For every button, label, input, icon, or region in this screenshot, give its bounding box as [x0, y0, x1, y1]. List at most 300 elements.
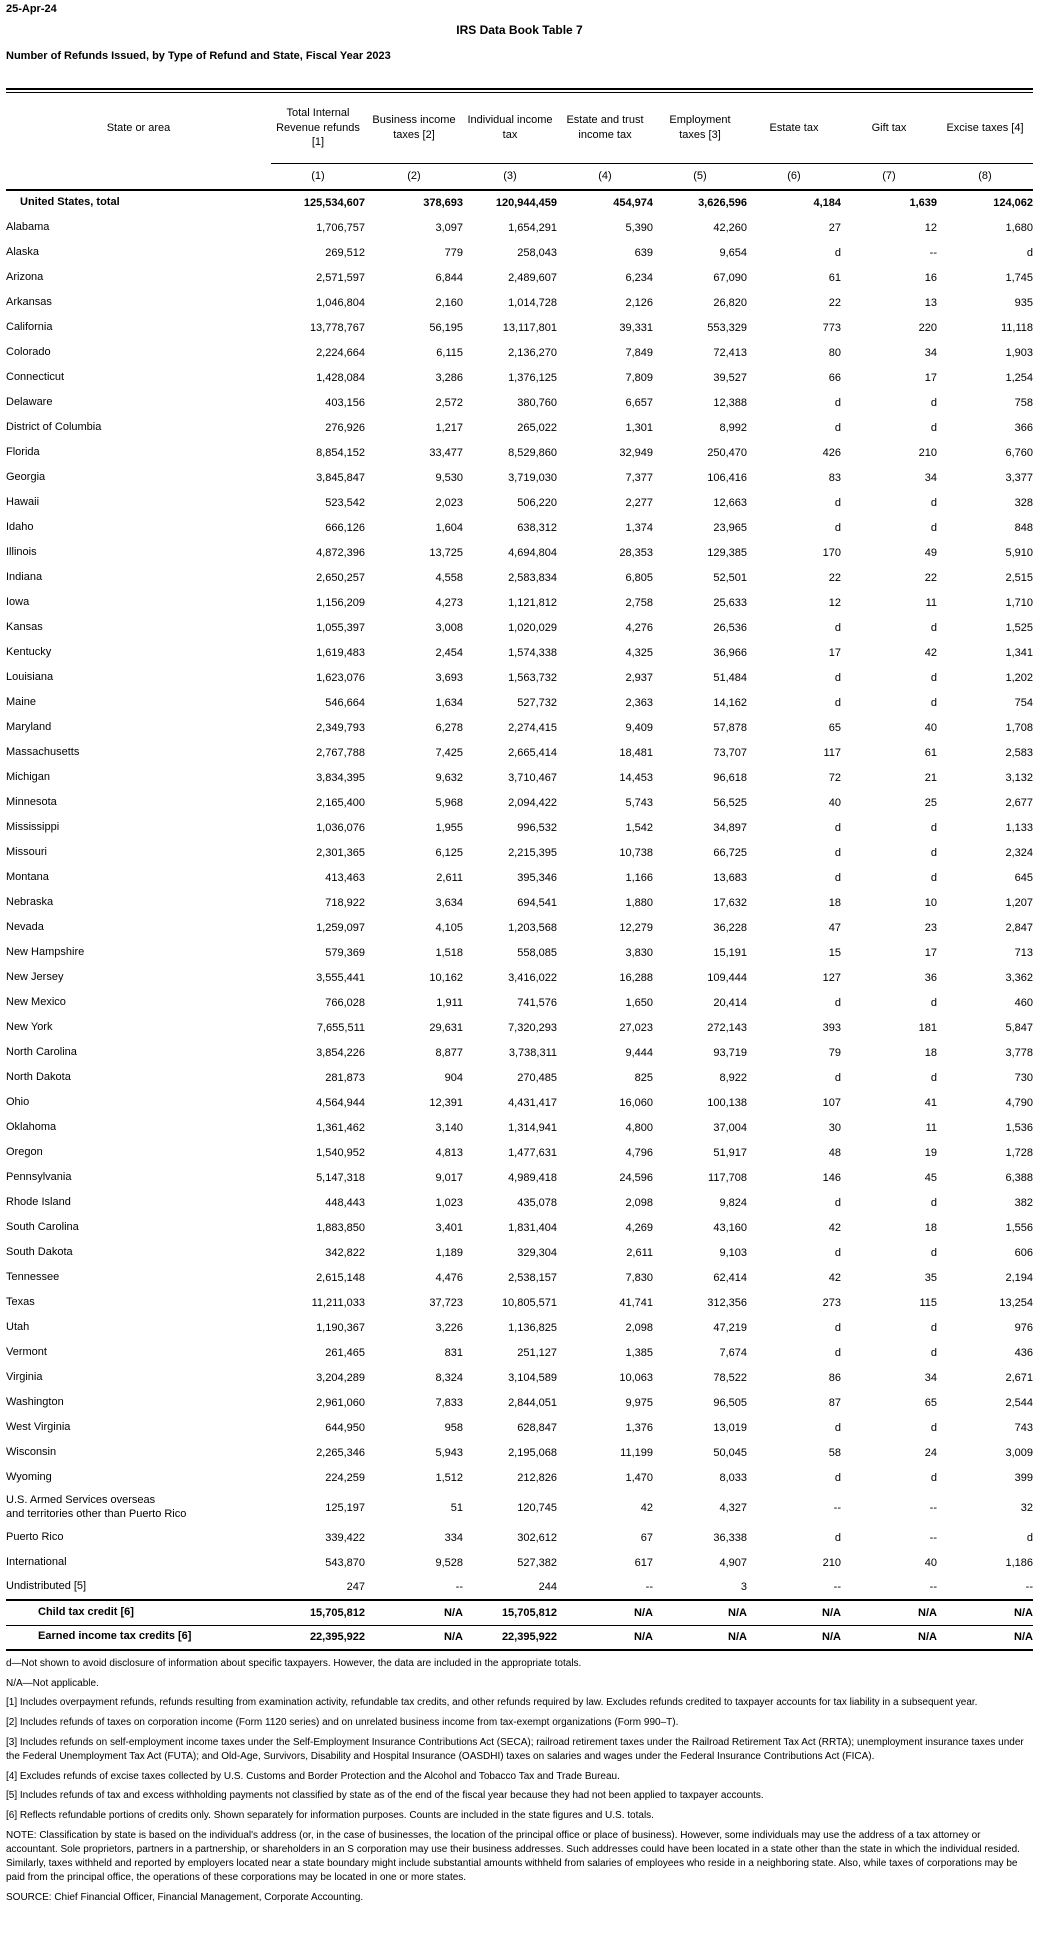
value-cell: 2,301,365: [316, 846, 365, 859]
value-cell: N/A: [653, 1625, 747, 1650]
value-cell: 2,023: [435, 496, 463, 509]
value-cell: 1,202: [1005, 671, 1033, 684]
column-number: (4): [557, 163, 653, 190]
value-cell: 454,974: [613, 197, 653, 209]
value-cell: 628,847: [517, 1421, 557, 1434]
value-cell: 210: [918, 446, 937, 459]
value-cell: 1,217: [435, 421, 463, 434]
value-cell: 1,883,850: [316, 1221, 365, 1234]
value-cell: 30: [828, 1121, 841, 1134]
value-cell: d: [834, 1071, 841, 1084]
state-label: Mississippi: [6, 820, 60, 833]
table-row: [6, 965, 1033, 990]
value-cell: 2,126: [625, 296, 653, 309]
value-cell: 403,156: [325, 396, 365, 409]
value-cell: 106,416: [707, 471, 747, 484]
value-cell: 7,425: [435, 746, 463, 759]
value-cell: 22,395,922: [463, 1625, 557, 1650]
value-cell: 13,683: [713, 871, 747, 884]
value-cell: 41: [924, 1096, 937, 1109]
value-cell: 3,104,589: [508, 1371, 557, 1384]
state-label: Colorado: [6, 345, 51, 358]
value-cell: 743: [1014, 1421, 1033, 1434]
footnote: [5] Includes refunds of tax and excess withholding payments not classified by state as of the end of the fiscal year because they had not been applied to taxpayer accounts.: [6, 1790, 764, 1802]
value-cell: 645: [1014, 871, 1033, 884]
value-cell: 6,115: [436, 346, 463, 359]
value-cell: 3,286: [435, 371, 463, 384]
value-cell: N/A: [365, 1600, 463, 1625]
value-cell: 4,694,804: [508, 546, 557, 559]
value-cell: d: [930, 621, 937, 634]
value-cell: 527,732: [517, 696, 557, 709]
table-row: [6, 315, 1033, 340]
value-cell: 7,830: [625, 1271, 653, 1284]
value-cell: 62,414: [713, 1271, 747, 1284]
table-row: [6, 990, 1033, 1015]
value-cell: 17: [924, 371, 937, 384]
table-row: [6, 1465, 1033, 1490]
value-cell: 382: [1014, 1196, 1033, 1209]
value-cell: 83: [828, 471, 841, 484]
value-cell: 3: [740, 1581, 747, 1593]
value-cell: 1,728: [1005, 1146, 1033, 1159]
value-cell: 36: [924, 971, 937, 984]
value-cell: 644,950: [325, 1421, 365, 1434]
value-cell: 45: [924, 1171, 937, 1184]
value-cell: 11: [925, 1121, 937, 1134]
value-cell: 40: [828, 796, 841, 809]
value-cell: d: [834, 246, 841, 259]
table-row: [6, 740, 1033, 765]
state-label: Alaska: [6, 245, 40, 258]
value-cell: d: [1026, 1531, 1033, 1544]
value-cell: 2,677: [1005, 796, 1033, 809]
value-cell: 35: [924, 1271, 937, 1284]
table-row: [6, 1215, 1033, 1240]
value-cell: 8,877: [435, 1046, 463, 1059]
value-cell: 15,191: [713, 946, 747, 959]
value-cell: 766,028: [325, 996, 365, 1009]
value-cell: 2,544: [1005, 1396, 1033, 1409]
value-cell: 10,738: [619, 846, 653, 859]
value-cell: 553,329: [707, 321, 747, 334]
table-row: [6, 890, 1033, 915]
table-row: [6, 1440, 1033, 1465]
value-cell: 1,518: [435, 946, 463, 959]
value-cell: d: [930, 1246, 937, 1259]
value-cell: 40: [924, 1556, 937, 1569]
value-cell: d: [930, 846, 937, 859]
state-label: Undistributed [5]: [6, 1580, 87, 1593]
value-cell: 2,583: [1005, 746, 1033, 759]
footnote: [2] Includes refunds of taxes on corporation income (Form 1120 series) and on unrelated business income from tax-exempt organizations (Form 990–T).: [6, 1717, 679, 1729]
value-cell: --: [929, 1501, 937, 1514]
table-row: [6, 565, 1033, 590]
table-row: [6, 615, 1033, 640]
value-cell: 1,911: [436, 996, 463, 1009]
value-cell: 170: [822, 546, 841, 559]
value-cell: 558,085: [517, 946, 557, 959]
value-cell: 9,103: [719, 1246, 747, 1259]
table-header: [6, 93, 1033, 190]
state-label: Oregon: [6, 1145, 43, 1158]
value-cell: 5,390: [625, 221, 653, 234]
table-row: [6, 215, 1033, 240]
state-label: District of Columbia: [6, 420, 102, 433]
report-date: 25-Apr-24: [6, 3, 57, 15]
value-cell: 117: [823, 746, 841, 759]
table-row: [6, 390, 1033, 415]
value-cell: 2,195,068: [508, 1446, 557, 1459]
value-cell: 1,259,097: [316, 921, 365, 934]
value-cell: 269,512: [325, 246, 365, 259]
value-cell: 4,790: [1005, 1096, 1033, 1109]
table-row: [6, 265, 1033, 290]
value-cell: d: [1026, 246, 1033, 259]
state-label: Kentucky: [6, 645, 52, 658]
table-row: [6, 1415, 1033, 1440]
value-cell: 694,541: [517, 896, 557, 909]
value-cell: 1,604: [435, 521, 463, 534]
value-cell: 50,045: [713, 1446, 747, 1459]
value-cell: 18: [924, 1221, 937, 1234]
value-cell: 11,199: [620, 1446, 653, 1459]
state-label: Minnesota: [6, 795, 57, 808]
table-body: [6, 190, 1033, 1600]
value-cell: d: [834, 1471, 841, 1484]
value-cell: 72,413: [713, 346, 747, 359]
value-cell: 1,020,029: [508, 621, 557, 634]
value-cell: 958: [444, 1421, 463, 1434]
footnote: [3] Includes refunds on self-employment income taxes under the Self-Employment Insurance Contributions Act (SECA); railroad retirement taxes under the Railroad Retirement Tax Act (RRTA); unemployment insurance taxes under the Federal Unemployment Tax Act (FUTA); and Old-Age, Survivors, Disability and Hospital Insurance (OASDHI) taxes on salaries and wages under the Federal Insurance Contributions Act (FICA).: [6, 1736, 1024, 1762]
value-cell: 13,117,801: [502, 321, 557, 334]
value-cell: 12: [828, 596, 841, 609]
value-cell: 1,708: [1005, 721, 1033, 734]
value-cell: N/A: [747, 1600, 841, 1625]
value-cell: 27: [828, 221, 841, 234]
value-cell: 3,634: [435, 896, 463, 909]
value-cell: 23,965: [713, 521, 747, 534]
state-label: Indiana: [6, 570, 43, 583]
value-cell: 7,674: [719, 1346, 747, 1359]
value-cell: 273: [822, 1296, 841, 1309]
value-cell: 1,556: [1005, 1221, 1033, 1234]
value-cell: 3,377: [1005, 471, 1033, 484]
column-header: Estate and trust income tax: [557, 93, 653, 163]
value-cell: 29,631: [429, 1021, 463, 1034]
value-cell: 24: [924, 1446, 937, 1459]
value-cell: 4,907: [719, 1556, 747, 1569]
value-cell: 32: [1020, 1501, 1033, 1514]
value-cell: 1,254: [1005, 371, 1033, 384]
table-row: [6, 1015, 1033, 1040]
value-cell: 18: [828, 896, 841, 909]
value-cell: 1,512: [435, 1471, 463, 1484]
value-cell: 42: [924, 646, 937, 659]
value-cell: N/A: [557, 1600, 653, 1625]
value-cell: 265,022: [517, 421, 557, 434]
value-cell: 34: [924, 1371, 937, 1384]
value-cell: 976: [1014, 1321, 1033, 1334]
value-cell: 79: [828, 1046, 841, 1059]
state-label: Louisiana: [6, 670, 54, 683]
column-header: Excise taxes [4]: [937, 93, 1033, 163]
value-cell: 730: [1014, 1071, 1033, 1084]
value-cell: 1,203,568: [508, 921, 557, 934]
value-cell: 11,118: [1000, 321, 1033, 334]
value-cell: 3,132: [1005, 771, 1033, 784]
value-cell: 1,680: [1005, 221, 1033, 234]
value-cell: 17: [924, 946, 937, 959]
value-cell: 8,992: [719, 421, 747, 434]
value-cell: 9,409: [625, 721, 653, 734]
value-cell: 399: [1014, 1471, 1033, 1484]
value-cell: 4,269: [625, 1221, 653, 1234]
value-cell: 42,260: [713, 221, 747, 234]
state-label: Idaho: [6, 520, 34, 533]
value-cell: 3,008: [435, 621, 463, 634]
value-cell: 1,190,367: [316, 1321, 365, 1334]
value-cell: d: [930, 1321, 937, 1334]
value-cell: d: [930, 696, 937, 709]
value-cell: d: [834, 396, 841, 409]
value-cell: d: [834, 1421, 841, 1434]
value-cell: d: [930, 1471, 937, 1484]
value-cell: 34: [924, 346, 937, 359]
value-cell: 73,707: [713, 746, 747, 759]
value-cell: N/A: [937, 1625, 1033, 1650]
value-cell: 378,693: [423, 197, 463, 209]
value-cell: 43,160: [713, 1221, 747, 1234]
value-cell: 1,055,397: [316, 621, 365, 634]
value-cell: 546,664: [325, 696, 365, 709]
value-cell: 1,710: [1005, 596, 1033, 609]
value-cell: 617: [634, 1556, 653, 1569]
value-cell: 13,725: [429, 546, 463, 559]
value-cell: 666,126: [325, 521, 365, 534]
value-cell: 24,596: [619, 1171, 653, 1184]
value-cell: --: [833, 1581, 841, 1593]
value-cell: 329,304: [517, 1246, 557, 1259]
value-cell: 2,650,257: [316, 571, 365, 584]
value-cell: 2,194: [1005, 1271, 1033, 1284]
value-cell: 212,826: [517, 1471, 557, 1484]
column-number: (3): [463, 163, 557, 190]
value-cell: 1,654,291: [508, 221, 557, 234]
value-cell: 523,542: [325, 496, 365, 509]
value-cell: 6,125: [435, 846, 463, 859]
table-row: [6, 715, 1033, 740]
value-cell: 42: [640, 1501, 653, 1514]
state-label: Alabama: [6, 220, 50, 233]
state-label: Iowa: [6, 595, 30, 608]
state-label: Vermont: [6, 1345, 47, 1358]
state-label: Illinois: [6, 545, 37, 558]
value-cell: 9,824: [719, 1196, 747, 1209]
value-cell: 3,693: [435, 671, 463, 684]
value-cell: 78,522: [713, 1371, 747, 1384]
credit-row: [6, 1625, 1033, 1650]
state-label: North Carolina: [6, 1045, 77, 1058]
value-cell: 7,833: [435, 1396, 463, 1409]
value-cell: 100,138: [707, 1096, 747, 1109]
value-cell: N/A: [365, 1625, 463, 1650]
value-cell: 393: [822, 1021, 841, 1034]
value-cell: 9,654: [719, 246, 747, 259]
value-cell: 22: [924, 571, 937, 584]
value-cell: 5,847: [1005, 1021, 1033, 1034]
value-cell: 220: [918, 321, 937, 334]
footnote: N/A—Not applicable.: [6, 1677, 99, 1689]
value-cell: 270,485: [517, 1071, 557, 1084]
value-cell: d: [834, 846, 841, 859]
table-row: [6, 790, 1033, 815]
value-cell: 32,949: [619, 446, 653, 459]
state-label: Ohio: [6, 1095, 30, 1108]
value-cell: 15: [828, 946, 841, 959]
value-cell: 67: [640, 1531, 653, 1544]
value-cell: 272,143: [707, 1021, 747, 1034]
value-cell: 2,277: [625, 496, 653, 509]
value-cell: 1,903: [1005, 346, 1033, 359]
value-cell: 26,820: [713, 296, 747, 309]
value-cell: 3,555,441: [316, 971, 365, 984]
value-cell: 11,211,033: [311, 1296, 365, 1309]
value-cell: 96,505: [713, 1396, 747, 1409]
value-cell: 146: [822, 1171, 841, 1184]
table-row: [6, 1390, 1033, 1415]
value-cell: 1,376: [625, 1421, 653, 1434]
value-cell: 16,288: [619, 971, 653, 984]
state-label: Georgia: [6, 470, 46, 483]
value-cell: 1,542: [625, 821, 653, 834]
value-cell: 2,489,607: [508, 271, 557, 284]
value-cell: 17: [828, 646, 841, 659]
value-cell: 2,136,270: [508, 346, 557, 359]
value-cell: 2,961,060: [316, 1396, 365, 1409]
table-row: [6, 640, 1033, 665]
table-row: [6, 365, 1033, 390]
value-cell: d: [834, 671, 841, 684]
value-cell: 8,922: [719, 1071, 747, 1084]
value-cell: 13,778,767: [309, 321, 365, 334]
value-cell: d: [834, 871, 841, 884]
value-cell: d: [930, 821, 937, 834]
value-cell: 16,060: [619, 1096, 653, 1109]
table-row: [6, 515, 1033, 540]
value-cell: 25,633: [713, 596, 747, 609]
value-cell: --: [645, 1581, 653, 1593]
value-cell: 527,382: [517, 1556, 557, 1569]
value-cell: 4,800: [625, 1121, 653, 1134]
value-cell: 52,501: [713, 571, 747, 584]
state-label: Missouri: [6, 845, 47, 858]
value-cell: 4,813: [435, 1146, 463, 1159]
value-cell: 9,528: [435, 1556, 463, 1569]
table-row: [6, 440, 1033, 465]
value-cell: 2,165,400: [316, 796, 365, 809]
value-cell: 4,872,396: [316, 546, 365, 559]
value-cell: 339,422: [325, 1531, 365, 1544]
value-cell: 281,873: [325, 1071, 365, 1084]
value-cell: 506,220: [517, 496, 557, 509]
table-row: [6, 915, 1033, 940]
value-cell: --: [833, 1501, 841, 1514]
state-label: Michigan: [6, 770, 51, 783]
table-row: [6, 940, 1033, 965]
value-cell: 3,738,311: [508, 1046, 557, 1059]
value-cell: 1,574,338: [508, 646, 557, 659]
value-cell: 2,844,051: [508, 1396, 557, 1409]
value-cell: 2,454: [435, 646, 463, 659]
table-row: [6, 1115, 1033, 1140]
value-cell: 250,470: [707, 446, 747, 459]
value-cell: 4,325: [625, 646, 653, 659]
value-cell: 13,254: [999, 1296, 1033, 1309]
value-cell: d: [930, 1346, 937, 1359]
state-label: Wisconsin: [6, 1445, 57, 1458]
value-cell: 395,346: [517, 871, 557, 884]
credit-row: [6, 1600, 1033, 1625]
table-row: [6, 1340, 1033, 1365]
value-cell: d: [834, 496, 841, 509]
state-label: United States, total: [20, 196, 120, 209]
value-cell: 12,391: [429, 1096, 463, 1109]
value-cell: 57,878: [713, 721, 747, 734]
value-cell: 19: [924, 1146, 937, 1159]
value-cell: 3,416,022: [508, 971, 557, 984]
value-cell: 9,632: [435, 771, 463, 784]
state-label: New York: [6, 1020, 53, 1033]
value-cell: 2,094,422: [508, 796, 557, 809]
state-label: Wyoming: [6, 1470, 52, 1483]
value-cell: N/A: [841, 1600, 937, 1625]
value-cell: 1,619,483: [316, 646, 365, 659]
value-cell: 22,395,922: [271, 1625, 365, 1650]
value-cell: 120,944,459: [495, 197, 557, 209]
column-number: (2): [365, 163, 463, 190]
value-cell: 7,809: [625, 371, 653, 384]
value-cell: 8,529,860: [508, 446, 557, 459]
state-label: Connecticut: [6, 370, 65, 383]
value-cell: 127: [822, 971, 841, 984]
value-cell: 96,618: [713, 771, 747, 784]
value-cell: 42: [828, 1271, 841, 1284]
footnote: [4] Excludes refunds of excise taxes collected by U.S. Customs and Border Protection and the Alcohol and Tobacco Tax and Trade Bureau.: [6, 1770, 620, 1782]
value-cell: 67,090: [713, 271, 747, 284]
value-cell: 460: [1014, 996, 1033, 1009]
value-cell: 107: [822, 1096, 841, 1109]
table-row: [6, 1190, 1033, 1215]
value-cell: d: [834, 1531, 841, 1544]
value-cell: 65: [924, 1396, 937, 1409]
column-number: (5): [653, 163, 747, 190]
value-cell: 1,014,728: [508, 296, 557, 309]
table-row: [6, 1165, 1033, 1190]
table-row: [6, 815, 1033, 840]
value-cell: 334: [444, 1531, 463, 1544]
value-cell: 20,414: [713, 996, 747, 1009]
value-cell: 2,671: [1005, 1371, 1033, 1384]
value-cell: 210: [822, 1556, 841, 1569]
value-cell: 2,265,346: [316, 1446, 365, 1459]
value-cell: 741,576: [517, 996, 557, 1009]
value-cell: 6,844: [435, 271, 463, 284]
value-cell: 3,401: [435, 1221, 463, 1234]
value-cell: 39,527: [713, 371, 747, 384]
state-label: Tennessee: [6, 1270, 60, 1283]
value-cell: 181: [918, 1021, 937, 1034]
